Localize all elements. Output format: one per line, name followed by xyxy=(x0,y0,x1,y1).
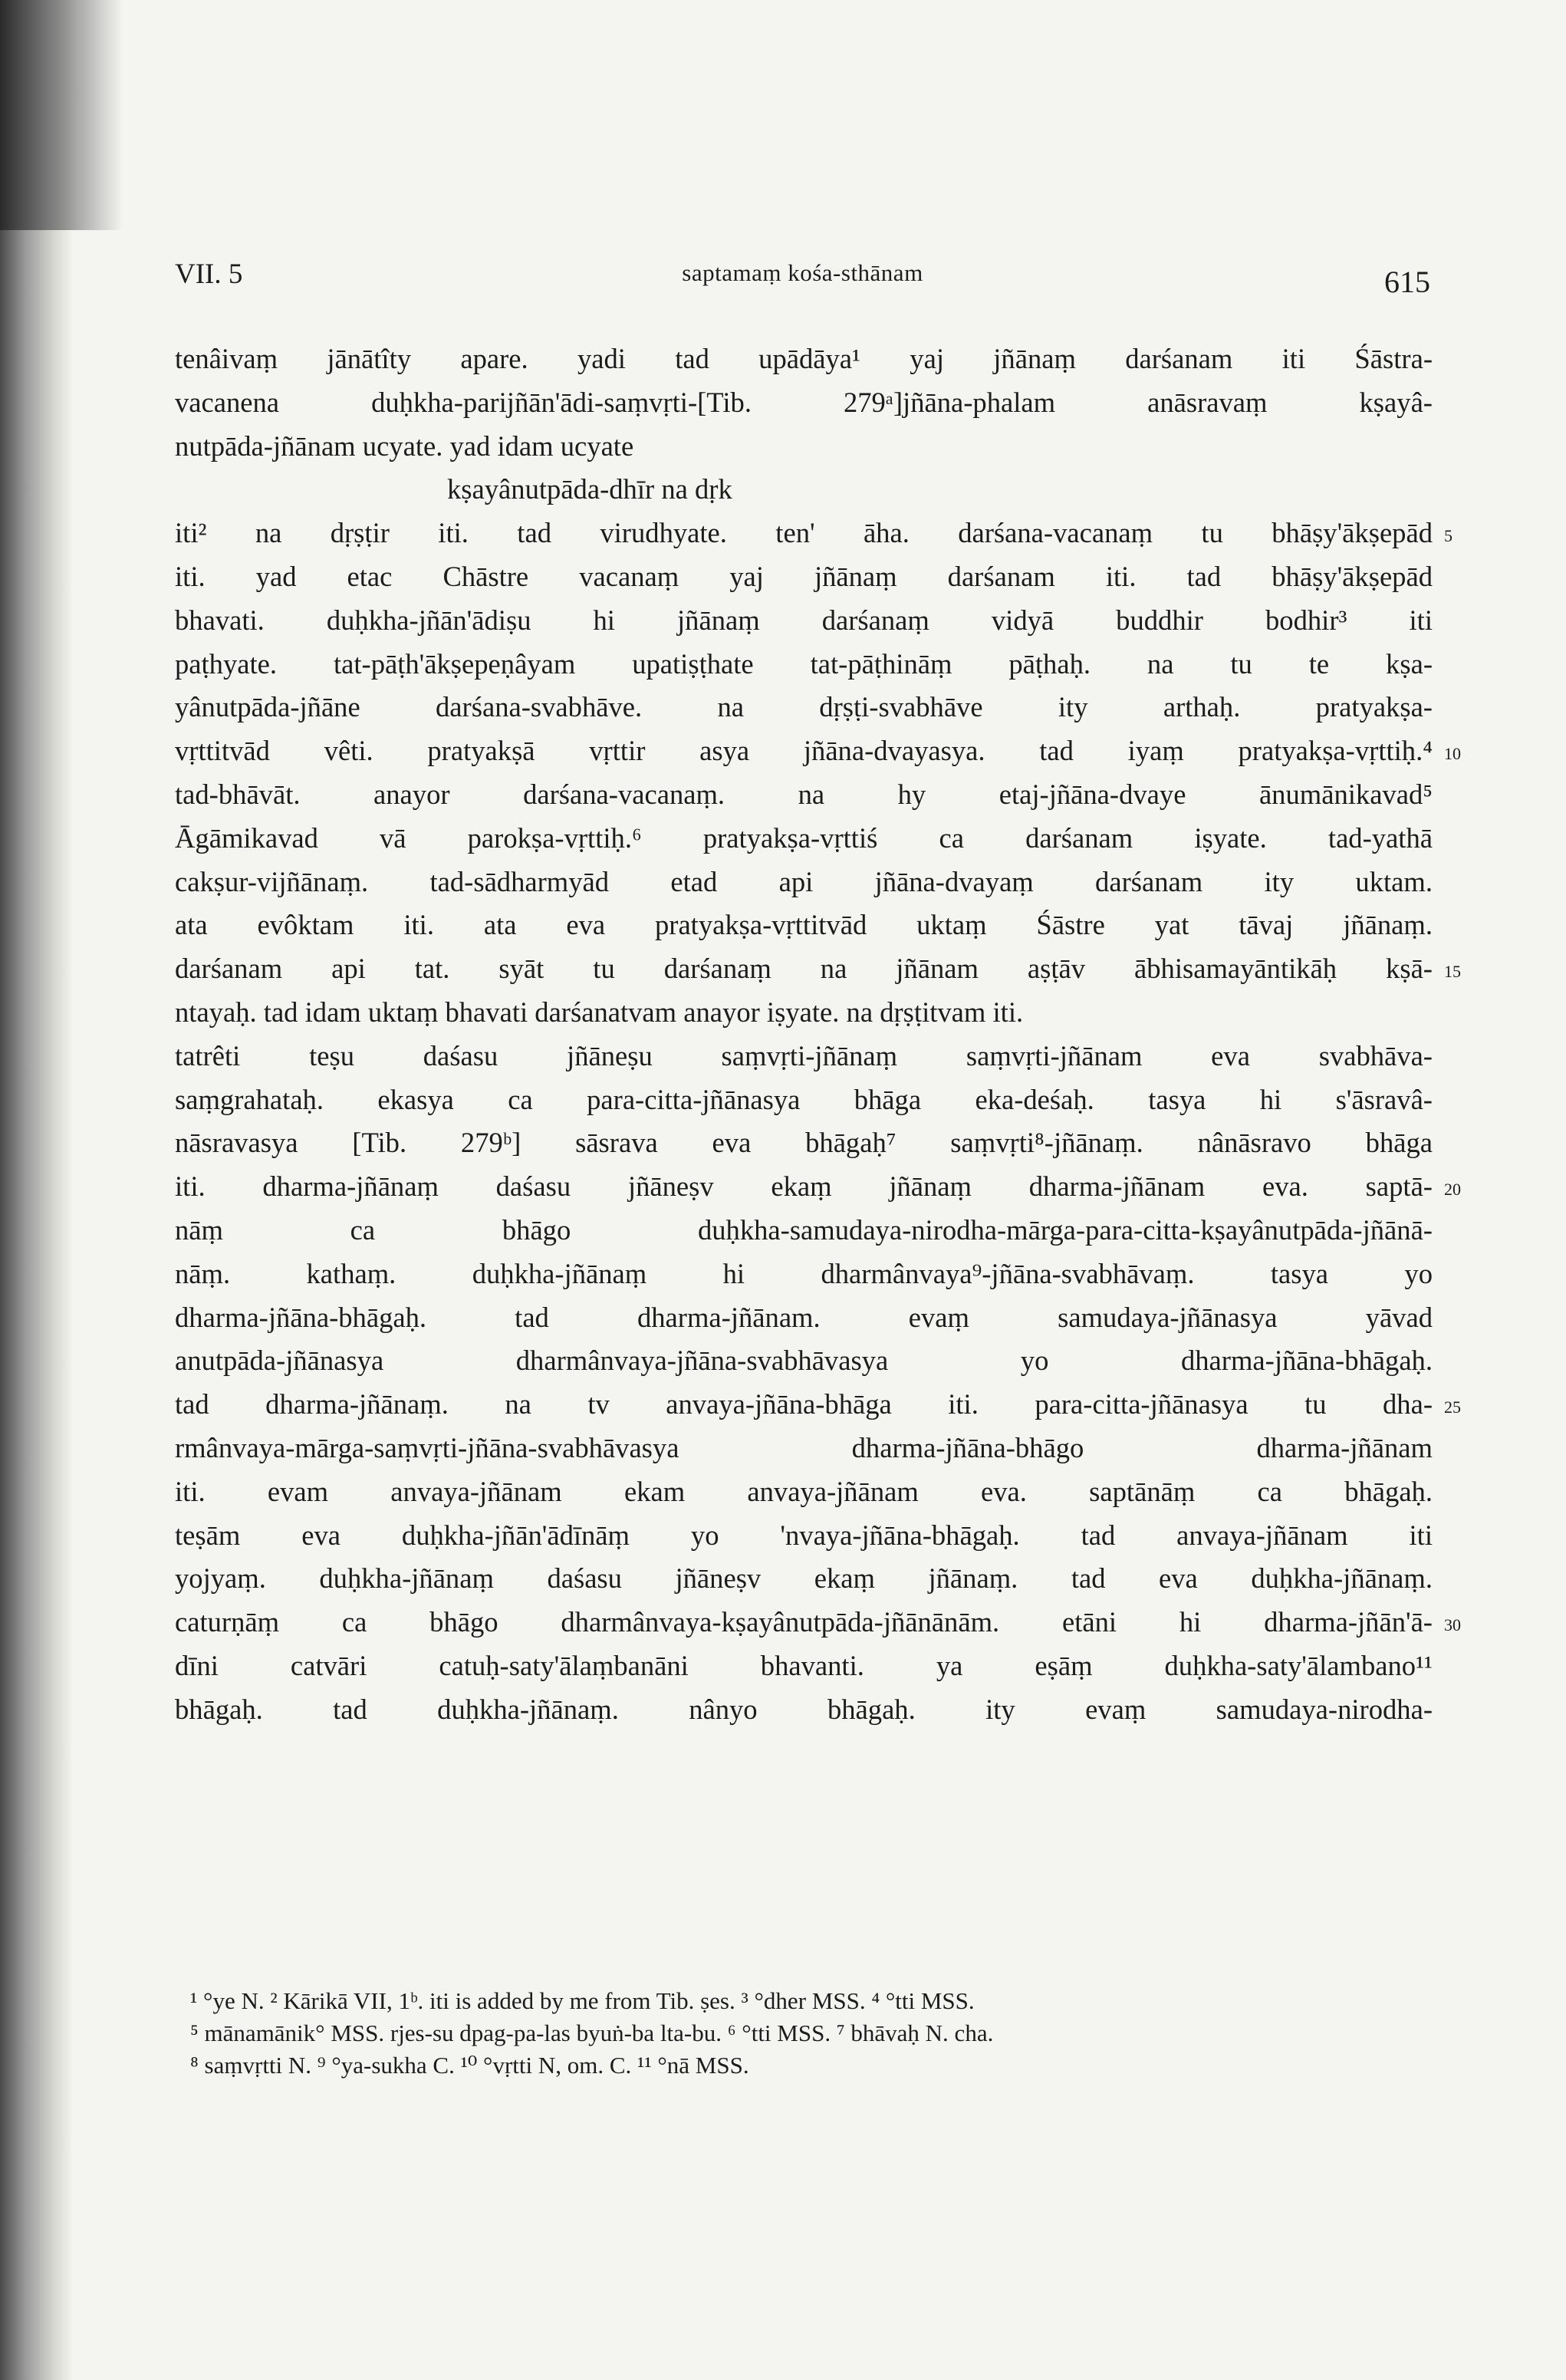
text-line xyxy=(175,817,1433,861)
text-line xyxy=(175,1296,1433,1340)
text-line-content: nāsravasya [Tib. 279ᵇ] sāsrava eva bhāgaḥ⁷ saṃvṛti⁸-jñānaṃ. nânāsravo bhāga xyxy=(175,1127,1433,1159)
text-line xyxy=(175,1601,1461,1644)
text-line xyxy=(175,1165,1461,1209)
main-text xyxy=(175,337,1461,1732)
text-line xyxy=(175,1209,1433,1253)
running-head xyxy=(175,258,1430,304)
text-line-content: yânutpāda-jñāne darśana-svabhāve. na dṛṣṭi-svabhāve ity arthaḥ. pratyakṣa- xyxy=(175,691,1433,723)
text-line xyxy=(175,599,1433,643)
text-line xyxy=(175,1078,1433,1122)
text-line xyxy=(175,686,1433,729)
text-line xyxy=(175,643,1433,686)
text-line xyxy=(175,1339,1433,1383)
text-line xyxy=(175,468,1433,512)
text-line-content: rmânvaya-mārga-saṃvṛti-jñāna-svabhāvasya dharma-jñāna-bhāgo dharma-jñānam xyxy=(175,1431,1433,1463)
text-line xyxy=(175,1470,1433,1514)
text-line-content: paṭhyate. tat-pāṭh'ākṣepeṇâyam upatiṣṭhate tat-pāṭhināṃ pāṭhaḥ. na tu te kṣa- xyxy=(175,647,1433,680)
text-line-content: ntayaḥ. tad idam uktaṃ bhavati darśanatvam anayor iṣyate. na dṛṣṭitvam iti. xyxy=(175,996,1024,1028)
text-line-content: tad dharma-jñānaṃ. na tv anvaya-jñāna-bhāga iti. para-citta-jñānasya tu dha- xyxy=(175,1388,1433,1420)
text-line xyxy=(175,991,1433,1035)
text-line xyxy=(175,1688,1433,1732)
text-line-content: darśanam api tat. syāt tu darśanaṃ na jñānam aṣṭāv ābhisamayāntikāḥ kṣā- xyxy=(175,953,1433,985)
line-number: 25 xyxy=(1444,1397,1461,1417)
text-line-content: bhāgaḥ. tad duḥkha-jñānaṃ. nânyo bhāgaḥ. ity evaṃ samudaya-nirodha- xyxy=(175,1693,1433,1725)
chapter-section-label: VII. 5 xyxy=(175,258,243,290)
text-line xyxy=(175,1644,1433,1688)
text-line xyxy=(175,1121,1433,1165)
text-line xyxy=(175,1514,1433,1558)
text-line-content: caturṇāṃ ca bhāgo dharmânvaya-kṣayânutpāda-jñānānām. etāni hi dharma-jñān'ā- xyxy=(175,1606,1433,1638)
text-line xyxy=(175,904,1433,947)
footnotes xyxy=(175,1985,1433,2082)
text-line-content: saṃgrahataḥ. ekasya ca para-citta-jñānasya bhāga eka-deśaḥ. tasya hi s'āsravâ- xyxy=(175,1083,1433,1115)
line-number: 10 xyxy=(1444,744,1461,764)
text-line-content: nutpāda-jñānam ucyate. yad idam ucyate xyxy=(175,430,634,462)
scan-edge-shadow xyxy=(0,0,73,2380)
page-number: 615 xyxy=(1384,265,1430,299)
text-line xyxy=(175,555,1433,599)
text-line-content: yojyaṃ. duḥkha-jñānaṃ daśasu jñāneṣv ekaṃ jñānaṃ. tad eva duḥkha-jñānaṃ. xyxy=(175,1562,1433,1595)
text-line-content: dīni catvāri catuḥ-saty'ālaṃbanāni bhavanti. ya eṣāṃ duḥkha-saty'ālambano¹¹ xyxy=(175,1649,1433,1681)
running-title: saptamaṃ kośa-sthānam xyxy=(682,259,923,286)
text-line xyxy=(175,729,1461,773)
text-line-content: iti² na dṛṣṭir iti. tad virudhyate. ten' āha. darśana-vacanaṃ tu bhāṣy'ākṣepād xyxy=(175,517,1433,549)
text-line-content: tenâivaṃ jānātîty apare. yadi tad upādāya¹ yaj jñānaṃ darśanam iti Śāstra- xyxy=(175,343,1433,374)
text-line xyxy=(175,1035,1433,1078)
text-line-content: dharma-jñāna-bhāgaḥ. tad dharma-jñānam. evaṃ samudaya-jñānasya yāvad xyxy=(175,1301,1433,1333)
text-line-content: bhavati. duḥkha-jñān'ādiṣu hi jñānaṃ darśanaṃ vidyā buddhir bodhir³ iti xyxy=(175,604,1433,636)
line-number: 30 xyxy=(1444,1615,1461,1635)
text-line xyxy=(175,1253,1433,1296)
text-line-content: nāṃ ca bhāgo duḥkha-samudaya-nirodha-mārga-para-citta-kṣayânutpāda-jñānā- xyxy=(175,1213,1433,1246)
text-line-content: kṣayânutpāda-dhīr na dṛk xyxy=(447,473,732,505)
text-line xyxy=(175,861,1433,904)
text-line-content: iti. yad etac Chāstre vacanaṃ yaj jñānaṃ darśanam iti. tad bhāṣy'ākṣepād xyxy=(175,560,1433,592)
text-line-content: ata evôktam iti. ata eva pratyakṣa-vṛttitvād uktaṃ Śāstre yat tāvaj jñānaṃ. xyxy=(175,909,1433,941)
footnote-line: ⁸ saṃvṛtti N. ⁹ °ya-sukha C. ¹⁰ °vṛtti N, om. C. ¹¹ °nā MSS. xyxy=(190,2052,749,2079)
text-line xyxy=(175,947,1461,991)
text-line-content: nāṃ. kathaṃ. duḥkha-jñānaṃ hi dharmânvaya⁹-jñāna-svabhāvaṃ. tasya yo xyxy=(175,1257,1433,1289)
line-number: 20 xyxy=(1444,1180,1461,1200)
text-line xyxy=(175,1557,1433,1601)
text-line xyxy=(175,425,1433,469)
text-line-content: tad-bhāvāt. anayor darśana-vacanaṃ. na hy etaj-jñāna-dvaye ānumānikavad⁵ xyxy=(175,778,1433,810)
line-number: 15 xyxy=(1444,962,1461,982)
text-line xyxy=(175,1427,1433,1470)
text-line-content: teṣām eva duḥkha-jñān'ādīnāṃ yo 'nvaya-jñāna-bhāgaḥ. tad anvaya-jñānam iti xyxy=(175,1519,1433,1551)
text-line-content: cakṣur-vijñānaṃ. tad-sādharmyād etad api jñāna-dvayaṃ darśanam ity uktam. xyxy=(175,865,1433,897)
footnote-line: ¹ °ye N. ² Kārikā VII, 1ᵇ. iti is added by me from Tib. ṣes. ³ °dher MSS. ⁴ °tti MSS. xyxy=(190,1987,975,2014)
text-line-content: vacanena duḥkha-parijñān'ādi-saṃvṛti-[Tib. 279ᵃ]jñāna-phalam anāsravaṃ kṣayâ- xyxy=(175,386,1433,418)
scan-corner-shadow xyxy=(0,0,123,230)
text-line xyxy=(175,337,1433,381)
text-line-content: Āgāmikavad vā parokṣa-vṛttiḥ.⁶ pratyakṣa-vṛttiś ca darśanam iṣyate. tad-yathā xyxy=(175,821,1433,854)
text-line xyxy=(175,1383,1461,1427)
text-line xyxy=(175,512,1452,555)
text-line-content: iti. dharma-jñānaṃ daśasu jñāneṣv ekaṃ jñānaṃ dharma-jñānam eva. saptā- xyxy=(175,1170,1433,1203)
text-line-content: vṛttitvād vêti. pratyakṣā vṛttir asya jñāna-dvayasya. tad iyaṃ pratyakṣa-vṛttiḥ.⁴ xyxy=(175,735,1433,767)
text-line xyxy=(175,773,1433,817)
text-line-content: tatrêti teṣu daśasu jñāneṣu saṃvṛti-jñānaṃ saṃvṛti-jñānam eva svabhāva- xyxy=(175,1039,1433,1071)
line-number: 5 xyxy=(1444,526,1452,546)
text-line xyxy=(175,381,1433,425)
text-line-content: anutpāda-jñānasya dharmânvaya-jñāna-svabhāvasya yo dharma-jñāna-bhāgaḥ. xyxy=(175,1345,1433,1377)
text-line-content: iti. evam anvaya-jñānam ekam anvaya-jñānam eva. saptānāṃ ca bhāgaḥ. xyxy=(175,1475,1433,1507)
footnote-line: ⁵ mānamānik° MSS. rjes-su dpag-pa-las byuṅ-ba lta-bu. ⁶ °tti MSS. ⁷ bhāvaḥ N. cha. xyxy=(190,2020,994,2046)
